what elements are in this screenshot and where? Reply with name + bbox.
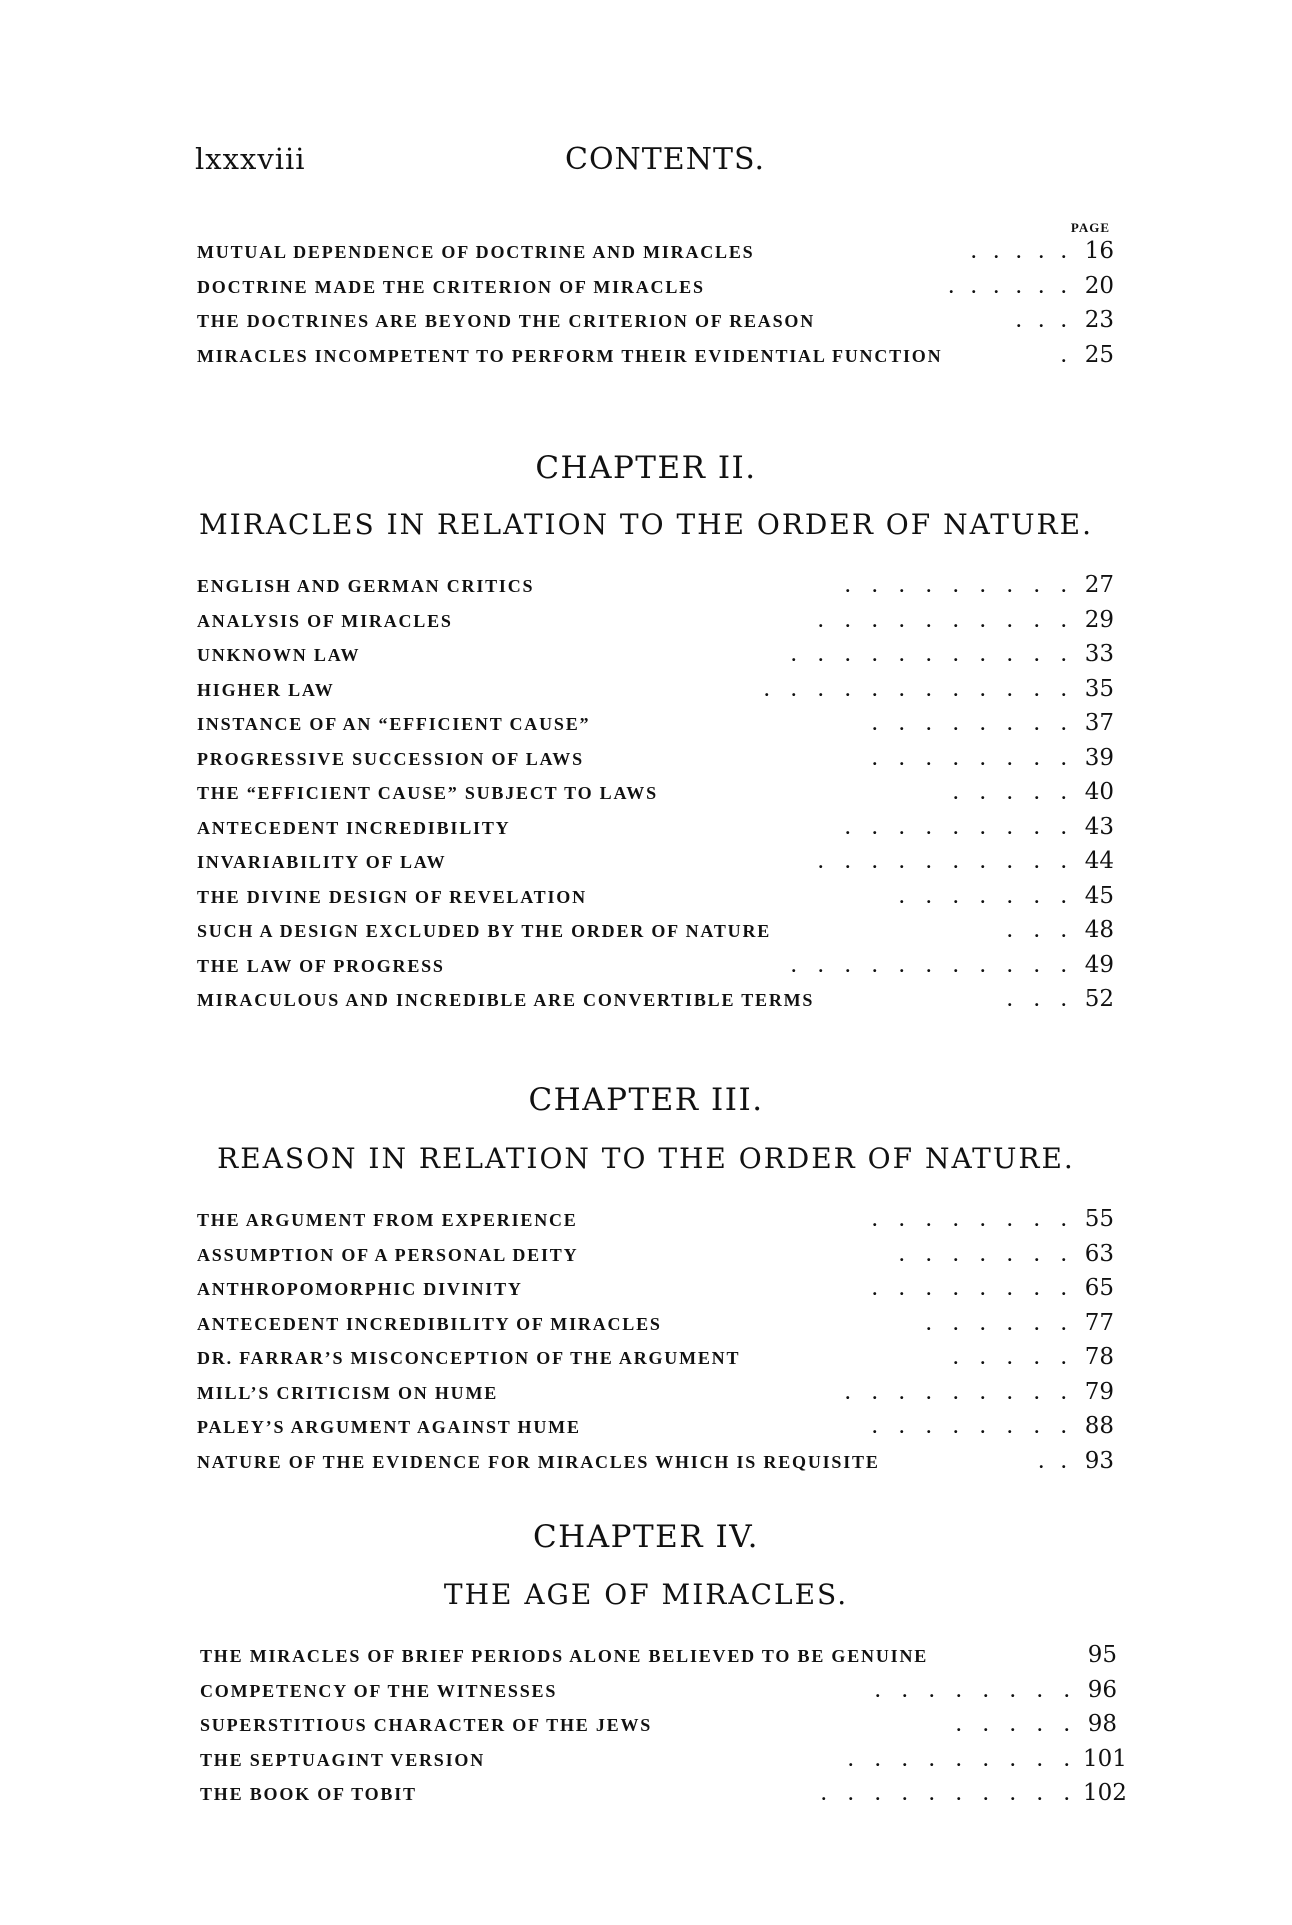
- toc-entry: [197, 273, 1114, 308]
- toc-entry-page: 48: [1084, 917, 1114, 943]
- toc-entry: [197, 1275, 1114, 1310]
- toc-entry-title: THE DOCTRINES ARE BEYOND THE CRITERION OF REASON: [197, 311, 816, 331]
- dot-leader: . . . . . . . . .: [845, 817, 1066, 838]
- toc-entry-page: 101: [1083, 1745, 1127, 1772]
- toc-entry: [200, 1711, 1117, 1746]
- toc-entry-page: 65: [1084, 1275, 1114, 1301]
- dot-leader: . . . . . . . .: [872, 1279, 1066, 1299]
- toc-entry: [200, 1642, 1117, 1677]
- toc-entry-title: THE “EFFICIENT CAUSE” SUBJECT TO LAWS: [197, 783, 658, 803]
- toc-entry-title: ANTHROPOMORPHIC DIVINITY: [197, 1279, 523, 1299]
- toc-entry-page: 96: [1087, 1676, 1117, 1703]
- dot-leader: . . . . . . . . . .: [821, 1784, 1069, 1804]
- toc-list-chapter-3: [197, 1206, 1114, 1482]
- toc-entry-title: DOCTRINE MADE THE CRITERION OF MIRACLES: [197, 276, 705, 297]
- dot-leader: . . .: [1016, 311, 1066, 331]
- toc-entry: [197, 952, 1114, 987]
- toc-entry-page: 102: [1083, 1780, 1127, 1806]
- toc-entry-page: 35: [1084, 675, 1114, 702]
- toc-entry: [197, 883, 1114, 918]
- toc-entry-title: SUPERSTITIOUS CHARACTER OF THE JEWS: [200, 1715, 653, 1735]
- toc-entry: [200, 1745, 1127, 1781]
- dot-leader: . . . . . . . .: [872, 1417, 1066, 1437]
- toc-entry: [197, 1310, 1114, 1345]
- toc-entry-page: 29: [1084, 606, 1114, 633]
- toc-entry: [197, 814, 1114, 849]
- toc-entry: [197, 307, 1114, 342]
- running-title: CONTENTS.: [565, 142, 765, 177]
- toc-entry-page: 33: [1084, 641, 1114, 667]
- running-header: [195, 142, 1095, 182]
- dot-leader: . . . . .: [953, 783, 1066, 803]
- dot-leader: . .: [1039, 1451, 1066, 1472]
- toc-entry-title: SUCH A DESIGN EXCLUDED BY THE ORDER OF NATURE: [197, 921, 772, 941]
- toc-entry-page: 98: [1087, 1711, 1117, 1737]
- toc-entry-page: 63: [1084, 1240, 1114, 1267]
- toc-entry: [197, 745, 1114, 780]
- toc-entry-page: 20: [1084, 272, 1114, 299]
- toc-list-intro: [197, 238, 1114, 376]
- toc-entry-title: ANTECEDENT INCREDIBILITY OF MIRACLES: [197, 1313, 662, 1334]
- dot-leader: . . . . .: [971, 242, 1066, 262]
- dot-leader: . . . . . . . .: [872, 714, 1066, 734]
- toc-list-chapter-2: [197, 572, 1114, 1021]
- toc-entry-page: 39: [1084, 744, 1114, 771]
- toc-entry-title: ANALYSIS OF MIRACLES: [197, 610, 453, 631]
- chapter-heading: CHAPTER IV.: [532, 1519, 760, 1555]
- dot-leader: . . . . . . .: [899, 1244, 1066, 1265]
- dot-leader: . . . . . . . . .: [845, 576, 1066, 596]
- dot-leader: . . . . . . . . . .: [818, 610, 1066, 631]
- toc-entry: [197, 1448, 1114, 1483]
- toc-entry-title: INVARIABILITY OF LAW: [197, 852, 447, 872]
- page-column-label: PAGE: [1070, 220, 1110, 235]
- toc-entry: [197, 710, 1114, 745]
- toc-entry-page: 78: [1084, 1344, 1114, 1370]
- toc-entry-page: 79: [1084, 1378, 1114, 1405]
- toc-entry-title: THE DIVINE DESIGN OF REVELATION: [197, 886, 587, 907]
- toc-entry-title: ANTECEDENT INCREDIBILITY: [197, 817, 511, 838]
- dot-leader: . . . . .: [956, 1715, 1069, 1735]
- toc-entry-page: 40: [1084, 779, 1114, 805]
- dot-leader: . . . . . . . .: [875, 1680, 1069, 1701]
- chapter-subtitle: THE AGE OF MIRACLES.: [443, 1578, 849, 1611]
- toc-entry-title: NATURE OF THE EVIDENCE FOR MIRACLES WHICH IS REQUISITE: [197, 1451, 880, 1472]
- toc-entry-page: 37: [1084, 710, 1114, 736]
- toc-entry: [197, 848, 1114, 883]
- dot-leader: . . . . . . . . .: [845, 1382, 1066, 1403]
- toc-entry-page: 16: [1084, 238, 1114, 264]
- toc-entry-page: 49: [1084, 951, 1114, 978]
- dot-leader: . . . . . . . . . . .: [791, 645, 1066, 665]
- toc-entry: [197, 607, 1114, 642]
- dot-leader: . . . . . . . . . . . .: [764, 679, 1066, 700]
- toc-entry: [197, 1344, 1114, 1379]
- toc-entry-title: HIGHER LAW: [197, 679, 335, 700]
- toc-entry-page: 77: [1084, 1309, 1114, 1336]
- toc-entry: [197, 1206, 1114, 1241]
- toc-list-chapter-4: [200, 1642, 1127, 1815]
- toc-entry-title: MIRACLES INCOMPETENT TO PERFORM THEIR EVIDENTIAL FUNCTION: [197, 345, 943, 366]
- dot-leader: . . .: [1007, 990, 1066, 1010]
- toc-entry: [197, 676, 1114, 711]
- chapter-subtitle: MIRACLES IN RELATION TO THE ORDER OF NATURE.: [199, 508, 1093, 541]
- chapter-subtitle: REASON IN RELATION TO THE ORDER OF NATURE.: [217, 1142, 1075, 1175]
- toc-entry-title: ENGLISH AND GERMAN CRITICS: [197, 576, 535, 596]
- toc-entry-page: 45: [1084, 882, 1114, 909]
- dot-leader: . . . . .: [953, 1348, 1066, 1368]
- toc-entry-title: THE MIRACLES OF BRIEF PERIODS ALONE BELIEVED TO BE GENUINE: [200, 1646, 929, 1666]
- toc-entry-title: THE BOOK OF TOBIT: [200, 1784, 417, 1804]
- dot-leader: . . . . . . . .: [872, 748, 1066, 769]
- toc-entry-title: DR. FARRAR’S MISCONCEPTION OF THE ARGUMENT: [197, 1348, 741, 1368]
- chapter-heading: CHAPTER III.: [528, 1082, 764, 1118]
- toc-entry-title: INSTANCE OF AN “EFFICIENT CAUSE”: [197, 714, 591, 734]
- dot-leader: . . . . . .: [926, 1313, 1066, 1334]
- toc-entry-title: COMPETENCY OF THE WITNESSES: [200, 1680, 558, 1701]
- toc-entry: [197, 342, 1114, 377]
- toc-entry: [197, 1241, 1114, 1276]
- toc-entry-page: 88: [1084, 1413, 1114, 1439]
- toc-entry: [197, 641, 1114, 676]
- dot-leader: . . .: [1007, 921, 1066, 941]
- toc-entry: [197, 1413, 1114, 1448]
- dot-leader: . . . . . . . . . .: [818, 852, 1066, 872]
- toc-entry-page: 44: [1084, 848, 1114, 874]
- toc-entry: [197, 1379, 1114, 1414]
- toc-entry-title: THE LAW OF PROGRESS: [197, 955, 445, 976]
- dot-leader: . . . . . .: [949, 276, 1066, 297]
- toc-entry-title: MUTUAL DEPENDENCE OF DOCTRINE AND MIRACLES: [197, 242, 755, 262]
- toc-entry-page: 52: [1084, 986, 1114, 1012]
- toc-entry-title: UNKNOWN LAW: [197, 645, 361, 665]
- dot-leader: .: [1061, 345, 1066, 366]
- toc-entry-page: 95: [1087, 1642, 1117, 1668]
- toc-entry-title: MIRACULOUS AND INCREDIBLE ARE CONVERTIBLE TERMS: [197, 990, 815, 1010]
- chapter-heading: CHAPTER II.: [535, 450, 757, 486]
- toc-entry-page: 43: [1084, 813, 1114, 840]
- toc-entry-page: 55: [1084, 1206, 1114, 1232]
- toc-entry-title: ASSUMPTION OF A PERSONAL DEITY: [197, 1244, 579, 1265]
- toc-entry: [197, 986, 1114, 1021]
- toc-entry: [197, 572, 1114, 607]
- dot-leader: . . . . . . . .: [872, 1210, 1066, 1230]
- dot-leader: . . . . . . . . .: [848, 1749, 1069, 1770]
- page-folio: lxxxviii: [195, 142, 306, 176]
- toc-entry-title: MILL’S CRITICISM ON HUME: [197, 1382, 499, 1403]
- toc-entry: [200, 1780, 1127, 1815]
- toc-entry-page: 25: [1084, 341, 1114, 368]
- toc-entry-title: PROGRESSIVE SUCCESSION OF LAWS: [197, 748, 584, 769]
- toc-entry-title: PALEY’S ARGUMENT AGAINST HUME: [197, 1417, 581, 1437]
- toc-entry-title: THE ARGUMENT FROM EXPERIENCE: [197, 1210, 578, 1230]
- toc-entry: [197, 917, 1114, 952]
- dot-leader: . . . . . . . . . . .: [791, 955, 1066, 976]
- toc-entry: [200, 1677, 1117, 1712]
- toc-entry-title: THE SEPTUAGINT VERSION: [200, 1749, 486, 1770]
- toc-entry: [197, 238, 1114, 273]
- dot-leader: . . . . . . .: [899, 886, 1066, 907]
- toc-entry-page: 27: [1084, 572, 1114, 598]
- toc-entry-page: 23: [1084, 307, 1114, 333]
- toc-entry-page: 93: [1084, 1447, 1114, 1474]
- toc-entry: [197, 779, 1114, 814]
